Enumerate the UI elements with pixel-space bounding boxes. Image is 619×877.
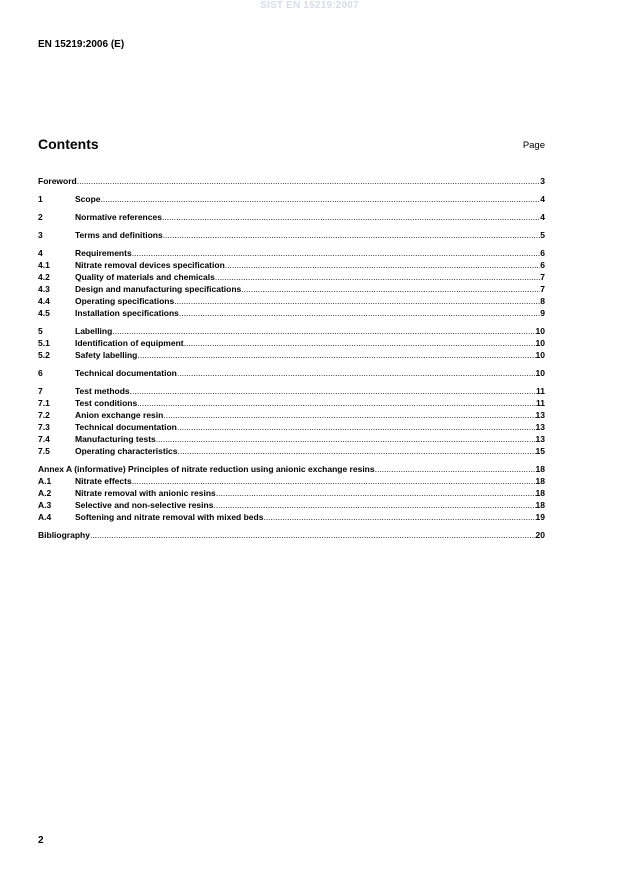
toc-entry-label: Test conditions — [75, 398, 138, 408]
toc-entry-page: 15 — [535, 446, 545, 456]
toc-entry-page: 4 — [540, 194, 545, 204]
toc-entry-number: 7.5 — [38, 446, 50, 456]
toc-entry-number: 1 — [38, 194, 43, 204]
watermark: SIST EN 15219:2007 — [260, 0, 359, 11]
toc-entry-page: 10 — [535, 368, 545, 378]
toc-entry-number: A.1 — [38, 476, 52, 486]
toc-entry-label: Nitrate removal devices specification — [75, 260, 225, 270]
page-column-label: Page — [522, 140, 545, 151]
toc-entry-page: 13 — [535, 410, 545, 420]
toc-entry-page: 18 — [535, 488, 545, 498]
toc-entry-number: A.4 — [38, 512, 52, 522]
toc-entry-page: 6 — [540, 260, 545, 270]
toc-entry-page: 13 — [535, 434, 545, 444]
toc-leader-dots — [213, 500, 535, 511]
toc-leader-dots — [215, 272, 540, 283]
toc-leader-dots — [177, 368, 536, 379]
toc-entry-number: A.2 — [38, 488, 52, 498]
toc-entry-number: 4.5 — [38, 308, 50, 318]
toc-entry-label: Installation specifications — [75, 308, 179, 318]
document-id: EN 15219:2006 (E) — [38, 39, 125, 50]
toc-entry[interactable] — [38, 488, 545, 499]
toc-leader-dots — [216, 488, 536, 499]
toc-entry-page: 10 — [535, 326, 545, 336]
toc-entry-page: 7 — [540, 284, 545, 294]
toc-entry-page: 6 — [540, 248, 545, 258]
toc-entry-label: Nitrate effects — [75, 476, 132, 486]
toc-entry-page: 10 — [535, 338, 545, 348]
toc-leader-dots — [174, 296, 540, 307]
toc-entry-number: 7.4 — [38, 434, 50, 444]
toc-entry[interactable] — [38, 512, 545, 523]
toc-entry[interactable] — [38, 338, 545, 349]
toc-entry[interactable] — [38, 530, 545, 541]
toc-entry[interactable] — [38, 368, 545, 379]
toc-leader-dots — [137, 398, 536, 409]
toc-entry-label: Design and manufacturing specifications — [75, 284, 242, 294]
toc-leader-dots — [241, 284, 540, 295]
toc-entry[interactable] — [38, 260, 545, 271]
toc-entry-label: Technical documentation — [75, 368, 177, 378]
toc-leader-dots — [163, 410, 535, 421]
toc-entry-page: 10 — [535, 350, 545, 360]
toc-leader-dots — [156, 434, 536, 445]
toc-entry[interactable] — [38, 434, 545, 445]
toc-leader-dots — [375, 464, 536, 475]
toc-entry-number: 5 — [38, 326, 43, 336]
toc-entry[interactable] — [38, 272, 545, 283]
toc-entry-number: 5.1 — [38, 338, 50, 348]
toc-entry[interactable] — [38, 350, 545, 361]
toc-entry[interactable] — [38, 500, 545, 511]
toc-entry-label: Manufacturing tests — [75, 434, 156, 444]
toc-entry-page: 7 — [540, 272, 545, 282]
toc-entry[interactable] — [38, 476, 545, 487]
toc-entry-label: Identification of equipment — [75, 338, 184, 348]
toc-leader-dots — [112, 326, 535, 337]
contents-heading: Contents — [38, 136, 99, 152]
toc-entry[interactable] — [38, 398, 545, 409]
toc-entry[interactable] — [38, 176, 545, 187]
toc-entry-label: Anion exchange resin — [75, 410, 164, 420]
toc-entry-page: 4 — [540, 212, 545, 222]
toc-leader-dots — [177, 422, 536, 433]
toc-entry[interactable] — [38, 446, 545, 457]
toc-entry-label: Quality of materials and chemicals — [75, 272, 215, 282]
toc-entry-number: 4.2 — [38, 272, 50, 282]
toc-leader-dots — [137, 350, 535, 361]
toc-entry[interactable] — [38, 386, 545, 397]
toc-entry[interactable] — [38, 194, 545, 205]
toc-entry-page: 18 — [535, 476, 545, 486]
toc-leader-dots — [225, 260, 541, 271]
toc-entry[interactable] — [38, 464, 545, 475]
toc-entry-page: 5 — [540, 230, 545, 240]
toc-entry[interactable] — [38, 248, 545, 259]
toc-leader-dots — [263, 512, 535, 523]
toc-entry-number: 7 — [38, 386, 43, 396]
toc-entry[interactable] — [38, 230, 545, 241]
toc-leader-dots — [130, 386, 536, 397]
toc-entry-label: Softening and nitrate removal with mixed beds — [75, 512, 264, 522]
toc-leader-dots — [163, 230, 541, 241]
toc-entry-number: 5.2 — [38, 350, 50, 360]
toc-entry-label: Normative references — [75, 212, 162, 222]
toc-leader-dots — [90, 530, 536, 541]
page-number: 2 — [38, 835, 44, 846]
toc-entry-label: Technical documentation — [75, 422, 177, 432]
toc-entry-label: Operating characteristics — [75, 446, 178, 456]
toc-entry-number: 4.4 — [38, 296, 50, 306]
toc-entry-label: Terms and definitions — [75, 230, 163, 240]
toc-entry-page: 11 — [536, 386, 545, 396]
toc-leader-dots — [77, 176, 541, 187]
toc-entry-number: 4.1 — [38, 260, 50, 270]
toc-entry-label: Test methods — [75, 386, 130, 396]
toc-entry-number: 4.3 — [38, 284, 50, 294]
toc-entry-page: 9 — [540, 308, 545, 318]
toc-leader-dots — [101, 194, 541, 205]
toc-entry-page: 18 — [535, 464, 545, 474]
toc-entry[interactable] — [38, 296, 545, 307]
toc-leader-dots — [184, 338, 536, 349]
toc-entry-number: 6 — [38, 368, 43, 378]
toc-entry-number: 7.1 — [38, 398, 50, 408]
toc-entry-page: 11 — [536, 398, 545, 408]
toc-entry-label: Selective and non-selective resins — [75, 500, 214, 510]
toc-entry-page: 3 — [540, 176, 545, 186]
toc-leader-dots — [132, 476, 536, 487]
toc-entry-label: Scope — [75, 194, 101, 204]
toc-entry-number: 7.3 — [38, 422, 50, 432]
toc-entry[interactable] — [38, 422, 545, 433]
toc-entry-label: Bibliography — [38, 530, 90, 540]
toc-entry[interactable] — [38, 410, 545, 421]
toc-entry-label: Foreword — [38, 176, 77, 186]
toc-entry-page: 19 — [535, 512, 545, 522]
toc-entry[interactable] — [38, 212, 545, 223]
toc-leader-dots — [179, 308, 540, 319]
toc-entry-number: 3 — [38, 230, 43, 240]
toc-entry-number: 2 — [38, 212, 43, 222]
toc-entry-page: 18 — [535, 500, 545, 510]
toc-entry-label: Safety labelling — [75, 350, 138, 360]
toc-entry-page: 8 — [540, 296, 545, 306]
toc-leader-dots — [178, 446, 536, 457]
toc-leader-dots — [162, 212, 540, 223]
toc-entry-number: 7.2 — [38, 410, 50, 420]
toc-entry-number: 4 — [38, 248, 43, 258]
toc-entry-label: Nitrate removal with anionic resins — [75, 488, 216, 498]
toc-entry-number: A.3 — [38, 500, 52, 510]
toc-entry-label: Annex A (informative) Principles of nitrate reduction using anionic exchange resins — [38, 464, 375, 474]
toc-entry[interactable] — [38, 326, 545, 337]
toc-entry-page: 13 — [535, 422, 545, 432]
toc-entry[interactable] — [38, 308, 545, 319]
toc-entry-label: Labelling — [75, 326, 113, 336]
toc-entry[interactable] — [38, 284, 545, 295]
toc-entry-label: Requirements — [75, 248, 132, 258]
toc-entry-label: Operating specifications — [75, 296, 175, 306]
toc-entry-page: 20 — [535, 530, 545, 540]
toc-leader-dots — [132, 248, 541, 259]
